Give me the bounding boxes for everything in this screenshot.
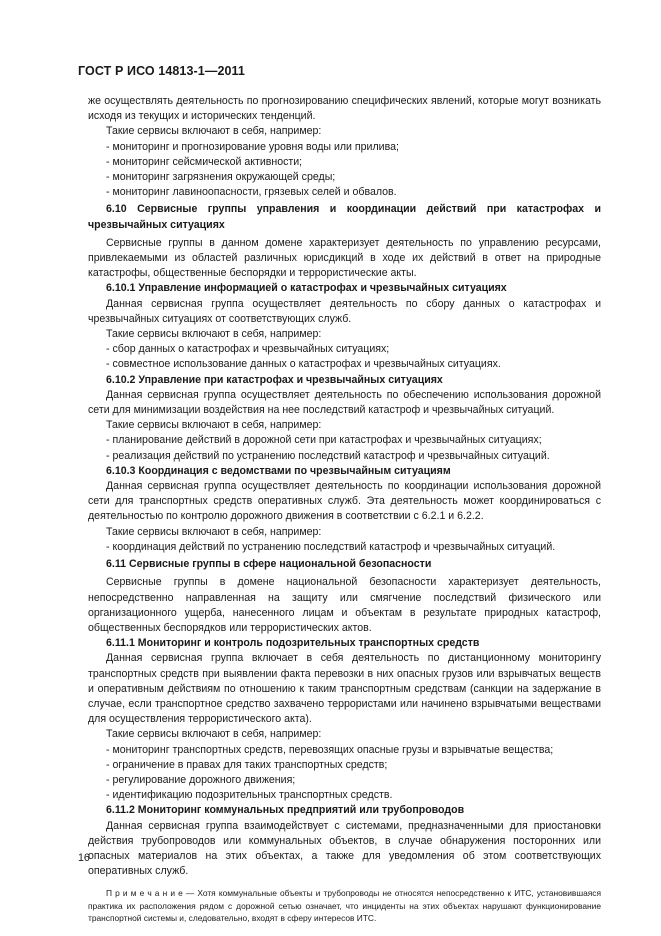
paragraph: Такие сервисы включают в себя, например: xyxy=(106,328,322,341)
list-item: - координация действий по устранению последствий катастроф и чрезвычайных ситуаций. xyxy=(106,540,556,553)
paragraph: Данная сервисная группа осуществляет деятельность по сбору данных о катастрофах и чрезвычайных ситуациях от соответствующих служб. xyxy=(88,297,601,325)
subsection-heading: 6.11.2 Мониторинг коммунальных предприятий или трубопроводов xyxy=(106,804,465,817)
section-heading: 6.10 Сервисные группы управления и координации действий при катастрофах и чрезвычайных ситуациях xyxy=(88,203,601,231)
subsection-heading: 6.10.2 Управление при катастрофах и чрезвычайных ситуациях xyxy=(106,373,443,386)
note: П р и м е ч а н и е — Хотя коммунальные объекты и трубопроводы не относятся непосредственно к ИТС, установившаяся практика их расположения рядом с дорожной сетью означает, что инциденты на этих объектах нарушают функционирование транспортной системы и, следовательно, входят в сферу интересов ИТС. xyxy=(88,888,601,924)
subsection-heading: 6.10.1 Управление информацией о катастрофах и чрезвычайных ситуациях xyxy=(106,282,507,295)
list-item: - мониторинг загрязнения окружающей среды; xyxy=(106,171,336,184)
list-item: - ограничение в правах для таких транспортных средств; xyxy=(106,758,388,771)
paragraph: же осуществлять деятельность по прогнозированию специфических явлений, которые могут возникать исходя из текущих и исторических тенденций. xyxy=(88,95,601,123)
paragraph: Такие сервисы включают в себя, например: xyxy=(106,419,322,432)
paragraph: Такие сервисы включают в себя, например: xyxy=(106,525,322,538)
list-item: - мониторинг сейсмической активности; xyxy=(106,155,303,168)
list-item: - реализация действий по устранению последствий катастроф и чрезвычайных ситуаций. xyxy=(106,449,550,462)
document-header: ГОСТ Р ИСО 14813-1—2011 xyxy=(78,64,245,78)
paragraph: Такие сервисы включают в себя, например: xyxy=(106,125,322,138)
paragraph: Данная сервисная группа включает в себя деятельность по дистанционному мониторингу транспортных средств при выявлении факта перевозки в них опасных грузов или взрывчатых веществ и оперативным действиям по отношению к таким транспортным средствам (санкции на задержание в случае, если транспортное средство захвачено террористами или начинено взрывчатыми веществами для осуществления террористического акта). xyxy=(88,652,601,726)
list-item: - регулирование дорожного движения; xyxy=(106,773,296,786)
page-number: 16 xyxy=(78,852,90,864)
paragraph: Сервисные группы в данном домене характеризует деятельность по управлению ресурсами, привлекаемыми из областей различных юрисдикций в ходе их действий в ответ на природные катастрофы, общественные беспорядки и террористические акты. xyxy=(88,236,601,280)
list-item: - идентификацию подозрительных транспортных средств. xyxy=(106,789,393,802)
list-item: - сбор данных о катастрофах и чрезвычайных ситуациях; xyxy=(106,343,390,356)
paragraph: Такие сервисы включают в себя, например: xyxy=(106,728,322,741)
paragraph: Сервисные группы в домене национальной безопасности характеризует деятельность, непосредственно направленная на защиту или смягчение последствий физического или организационного ущерба, нанесенного лицам и объектам в результате природных катастроф, общественных беспорядков или террористических актов. xyxy=(88,576,601,634)
paragraph: Данная сервисная группа осуществляет деятельность по обеспечению использования дорожной сети для минимизации воздействия на нее последствий катастроф и чрезвычайных ситуаций. xyxy=(88,388,601,417)
document-body xyxy=(88,94,601,925)
subsection-heading: 6.10.3 Координация с ведомствами по чрезвычайным ситуациям xyxy=(106,464,451,477)
list-item: - мониторинг лавиноопасности, грязевых селей и обвалов. xyxy=(106,186,397,199)
list-item: - мониторинг и прогнозирование уровня воды или прилива; xyxy=(106,140,399,153)
paragraph: Данная сервисная группа взаимодействует с системами, предназначенными для приостановки действия трубопроводов или коммунальных объектов, в случае обнаружения посторонних или опасных материалов на этих объектах, а также для уведомления об этом соответствующих оперативных служб. xyxy=(88,819,601,878)
list-item: - мониторинг транспортных средств, перевозящих опасные грузы и взрывчатые вещества; xyxy=(106,743,554,756)
section-heading: 6.11 Сервисные группы в сфере национальной безопасности xyxy=(106,558,432,571)
paragraph: Данная сервисная группа осуществляет деятельность по координации использования дорожной сети для транспортных средств оперативных служб. Эта деятельность может координироваться с деятельностью по контролю дорожного движения в соответствии с 6.2.1 и 6.2.2. xyxy=(88,480,601,523)
list-item: - планирование действий в дорожной сети при катастрофах и чрезвычайных ситуациях; xyxy=(106,434,542,447)
subsection-heading: 6.11.1 Мониторинг и контроль подозрительных транспортных средств xyxy=(106,637,480,650)
list-item: - совместное использование данных о катастрофах и чрезвычайных ситуациях. xyxy=(106,358,501,371)
